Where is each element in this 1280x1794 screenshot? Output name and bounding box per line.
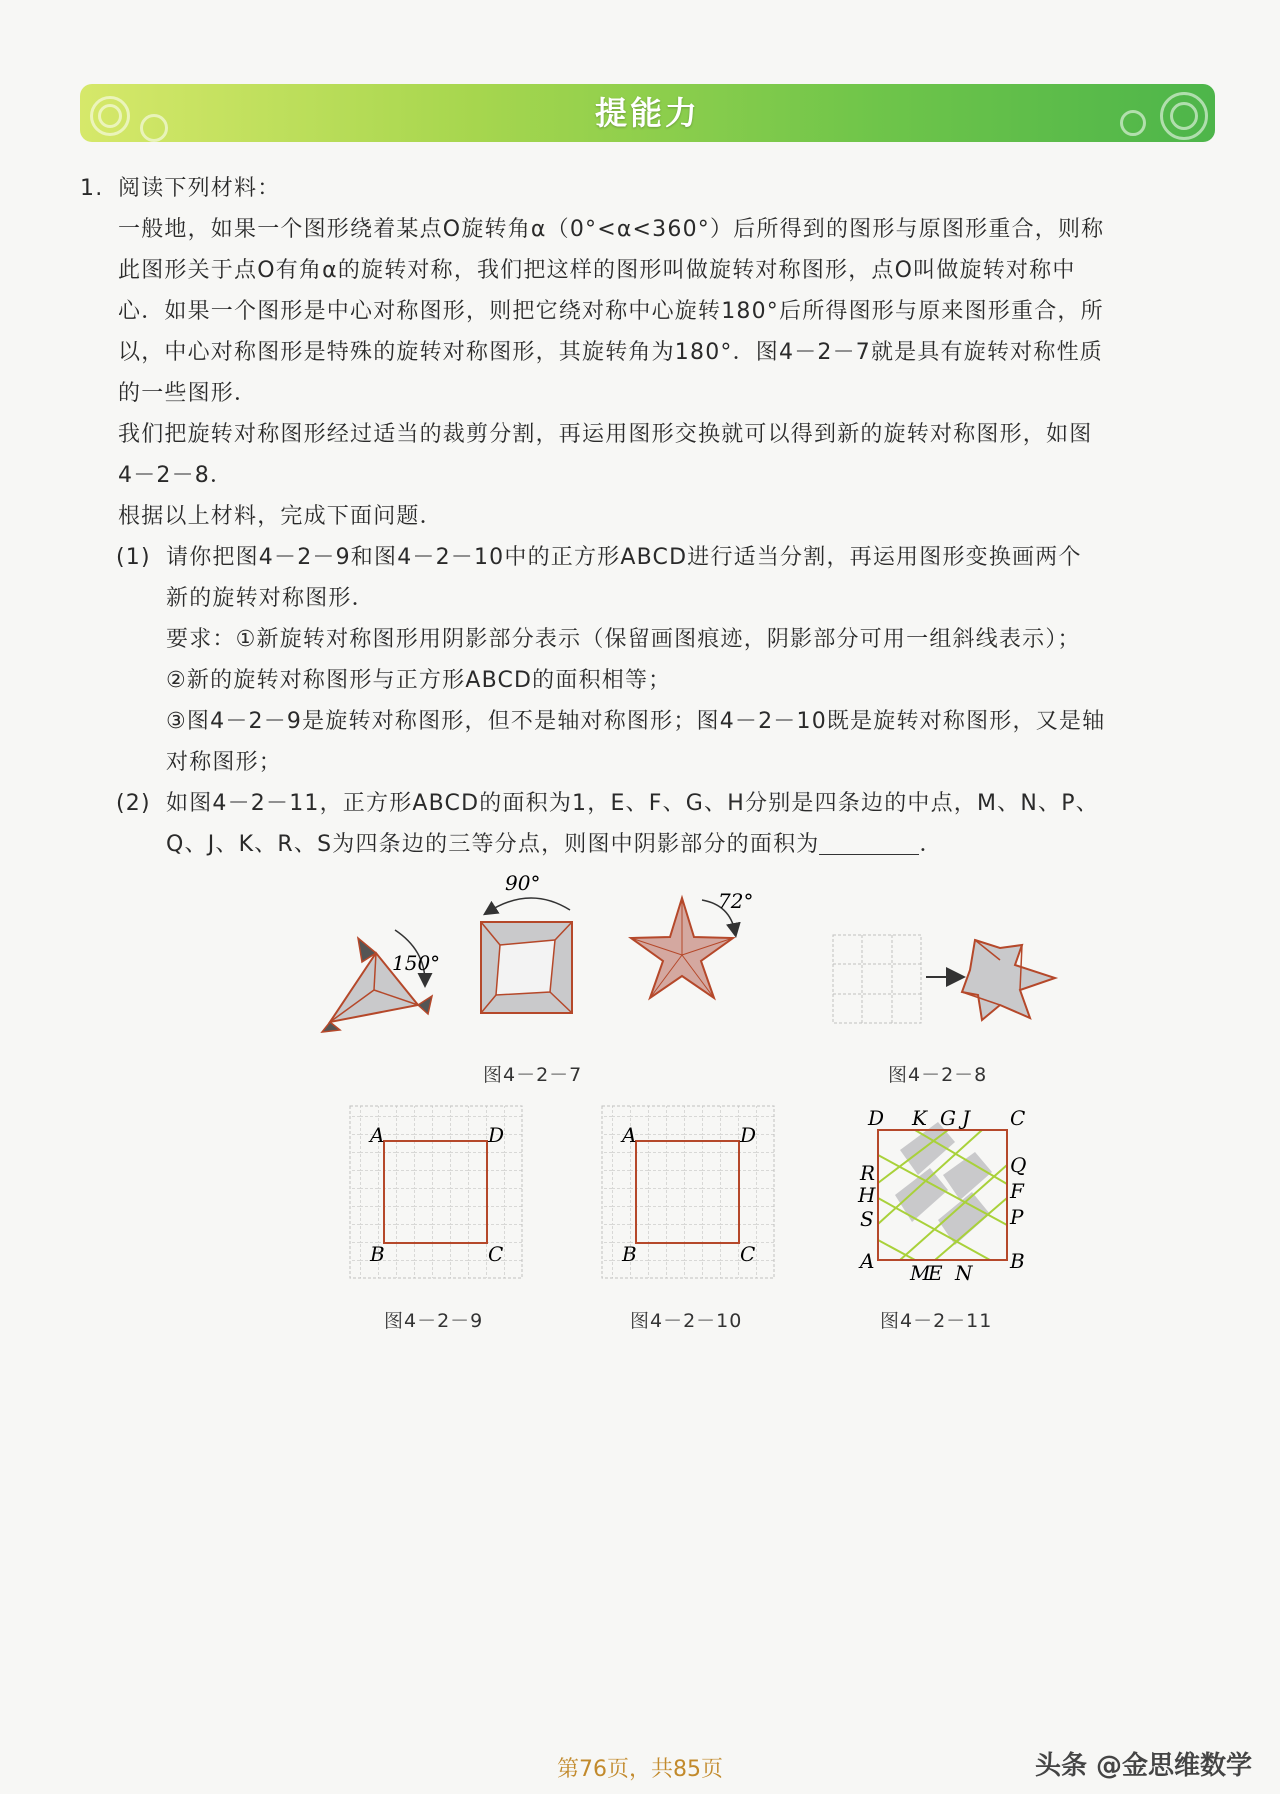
point-label-a: A (860, 1249, 875, 1273)
square-abcd-grid-2 (602, 1106, 774, 1278)
point-label-q: Q (1010, 1153, 1027, 1177)
problem-line: 一般地，如果一个图形绕着某点O旋转角α（0°<α<360°）后所得到的图形与原图形重合，则称 (118, 217, 1105, 242)
part1-line: ②新的旋转对称图形与正方形ABCD的面积相等； (166, 668, 672, 693)
part2-text: 如图4－2－11，正方形ABCD的面积为1，E、F、G、H分别是四条边的中点，M、N、P、 (166, 791, 1099, 816)
vertex-label: D (740, 1123, 757, 1147)
point-label-b: B (1010, 1249, 1025, 1273)
part1-line: 对称图形； (166, 750, 283, 775)
rotated-triangle-figure (322, 930, 440, 1032)
vertex-label: B (622, 1242, 637, 1266)
part2-end: ． (919, 832, 943, 857)
point-label-d: D (868, 1106, 885, 1130)
point-label-c: C (1010, 1106, 1026, 1130)
part1-line: 新的旋转对称图形． (166, 586, 375, 611)
problem-line: 4－2－8． (118, 463, 234, 488)
angle-label-72: 72° (718, 889, 754, 913)
problem-line: 心．如果一个图形是中心对称图形，则把它绕对称中心旋转180°后所得图形与原来图形重合，所 (118, 299, 1104, 324)
point-label-f: F (1010, 1179, 1024, 1203)
watermark-brand: 头条 @金思维数学 (1034, 1751, 1252, 1781)
point-label-e: E (928, 1261, 943, 1285)
caption-fig-4-2-9: 图4－2－9 (384, 1310, 484, 1332)
part1-text: 请你把图4－2－9和图4－2－10中的正方形ABCD进行适当分割，再运用图形变换画两个 (166, 545, 1082, 570)
part1-line: 要求：①新旋转对称图形用阴影部分表示（保留画图痕迹，阴影部分可用一组斜线表示）； (166, 627, 1081, 652)
part2-label: (2) (116, 791, 151, 816)
vertex-label: D (488, 1123, 505, 1147)
point-label-p: P (1010, 1205, 1024, 1229)
problem-intro: 阅读下列材料： (118, 176, 281, 201)
point-label-r: R (860, 1161, 876, 1185)
square-midpoint-figure (857, 1106, 1026, 1285)
point-label-s: S (860, 1207, 874, 1231)
point-label-k: K (912, 1106, 927, 1130)
problem-line: 我们把旋转对称图形经过适当的裁剪分割，再运用图形交换就可以得到新的旋转对称图形，如图 (118, 422, 1093, 447)
point-label-g: G (940, 1106, 956, 1130)
caption-fig-4-2-8: 图4－2－8 (888, 1064, 988, 1086)
angle-label-150: 150° (392, 951, 441, 975)
caption-fig-4-2-11: 图4－2－11 (880, 1310, 993, 1332)
transform-example-figure (833, 935, 1055, 1023)
caption-fig-4-2-10: 图4－2－10 (630, 1310, 743, 1332)
banner-title: 提能力 (594, 94, 700, 132)
caption-fig-4-2-7: 图4－2－7 (483, 1064, 583, 1086)
part1-line: ③图4－2－9是旋转对称图形，但不是轴对称图形；图4－2－10既是旋转对称图形，又是轴 (166, 709, 1106, 734)
point-label-n: N (955, 1261, 973, 1285)
problem-line: 的一些图形． (118, 381, 258, 406)
page-indicator: 第76页，共85页 (557, 1757, 723, 1782)
problem-line: 以，中心对称图形是特殊的旋转对称图形，其旋转角为180°．图4－2－7就是具有旋转对称性质 (118, 340, 1103, 365)
square-abcd-grid-1 (350, 1106, 522, 1278)
point-label-j: J (962, 1106, 971, 1130)
vertex-label: B (370, 1242, 385, 1266)
vertex-label: C (740, 1242, 756, 1266)
problem-line: 根据以上材料，完成下面问题． (118, 504, 443, 529)
rotated-star-figure (631, 889, 753, 998)
point-label-m: M (910, 1261, 931, 1285)
part2-text: Q、J、K、R、S为四条边的三等分点，则图中阴影部分的面积为 (166, 832, 820, 857)
rotated-square-figure (481, 871, 572, 1013)
vertex-label: C (488, 1242, 504, 1266)
angle-label-90: 90° (505, 871, 541, 895)
part1-label: (1) (116, 545, 151, 570)
vertex-label: A (622, 1123, 637, 1147)
problem-line: 此图形关于点O有角α的旋转对称，我们把这样的图形叫做旋转对称图形，点O叫做旋转对称中 (118, 258, 1076, 283)
problem-number: 1. (80, 176, 104, 201)
vertex-label: A (370, 1123, 385, 1147)
point-label-h: H (858, 1183, 876, 1207)
